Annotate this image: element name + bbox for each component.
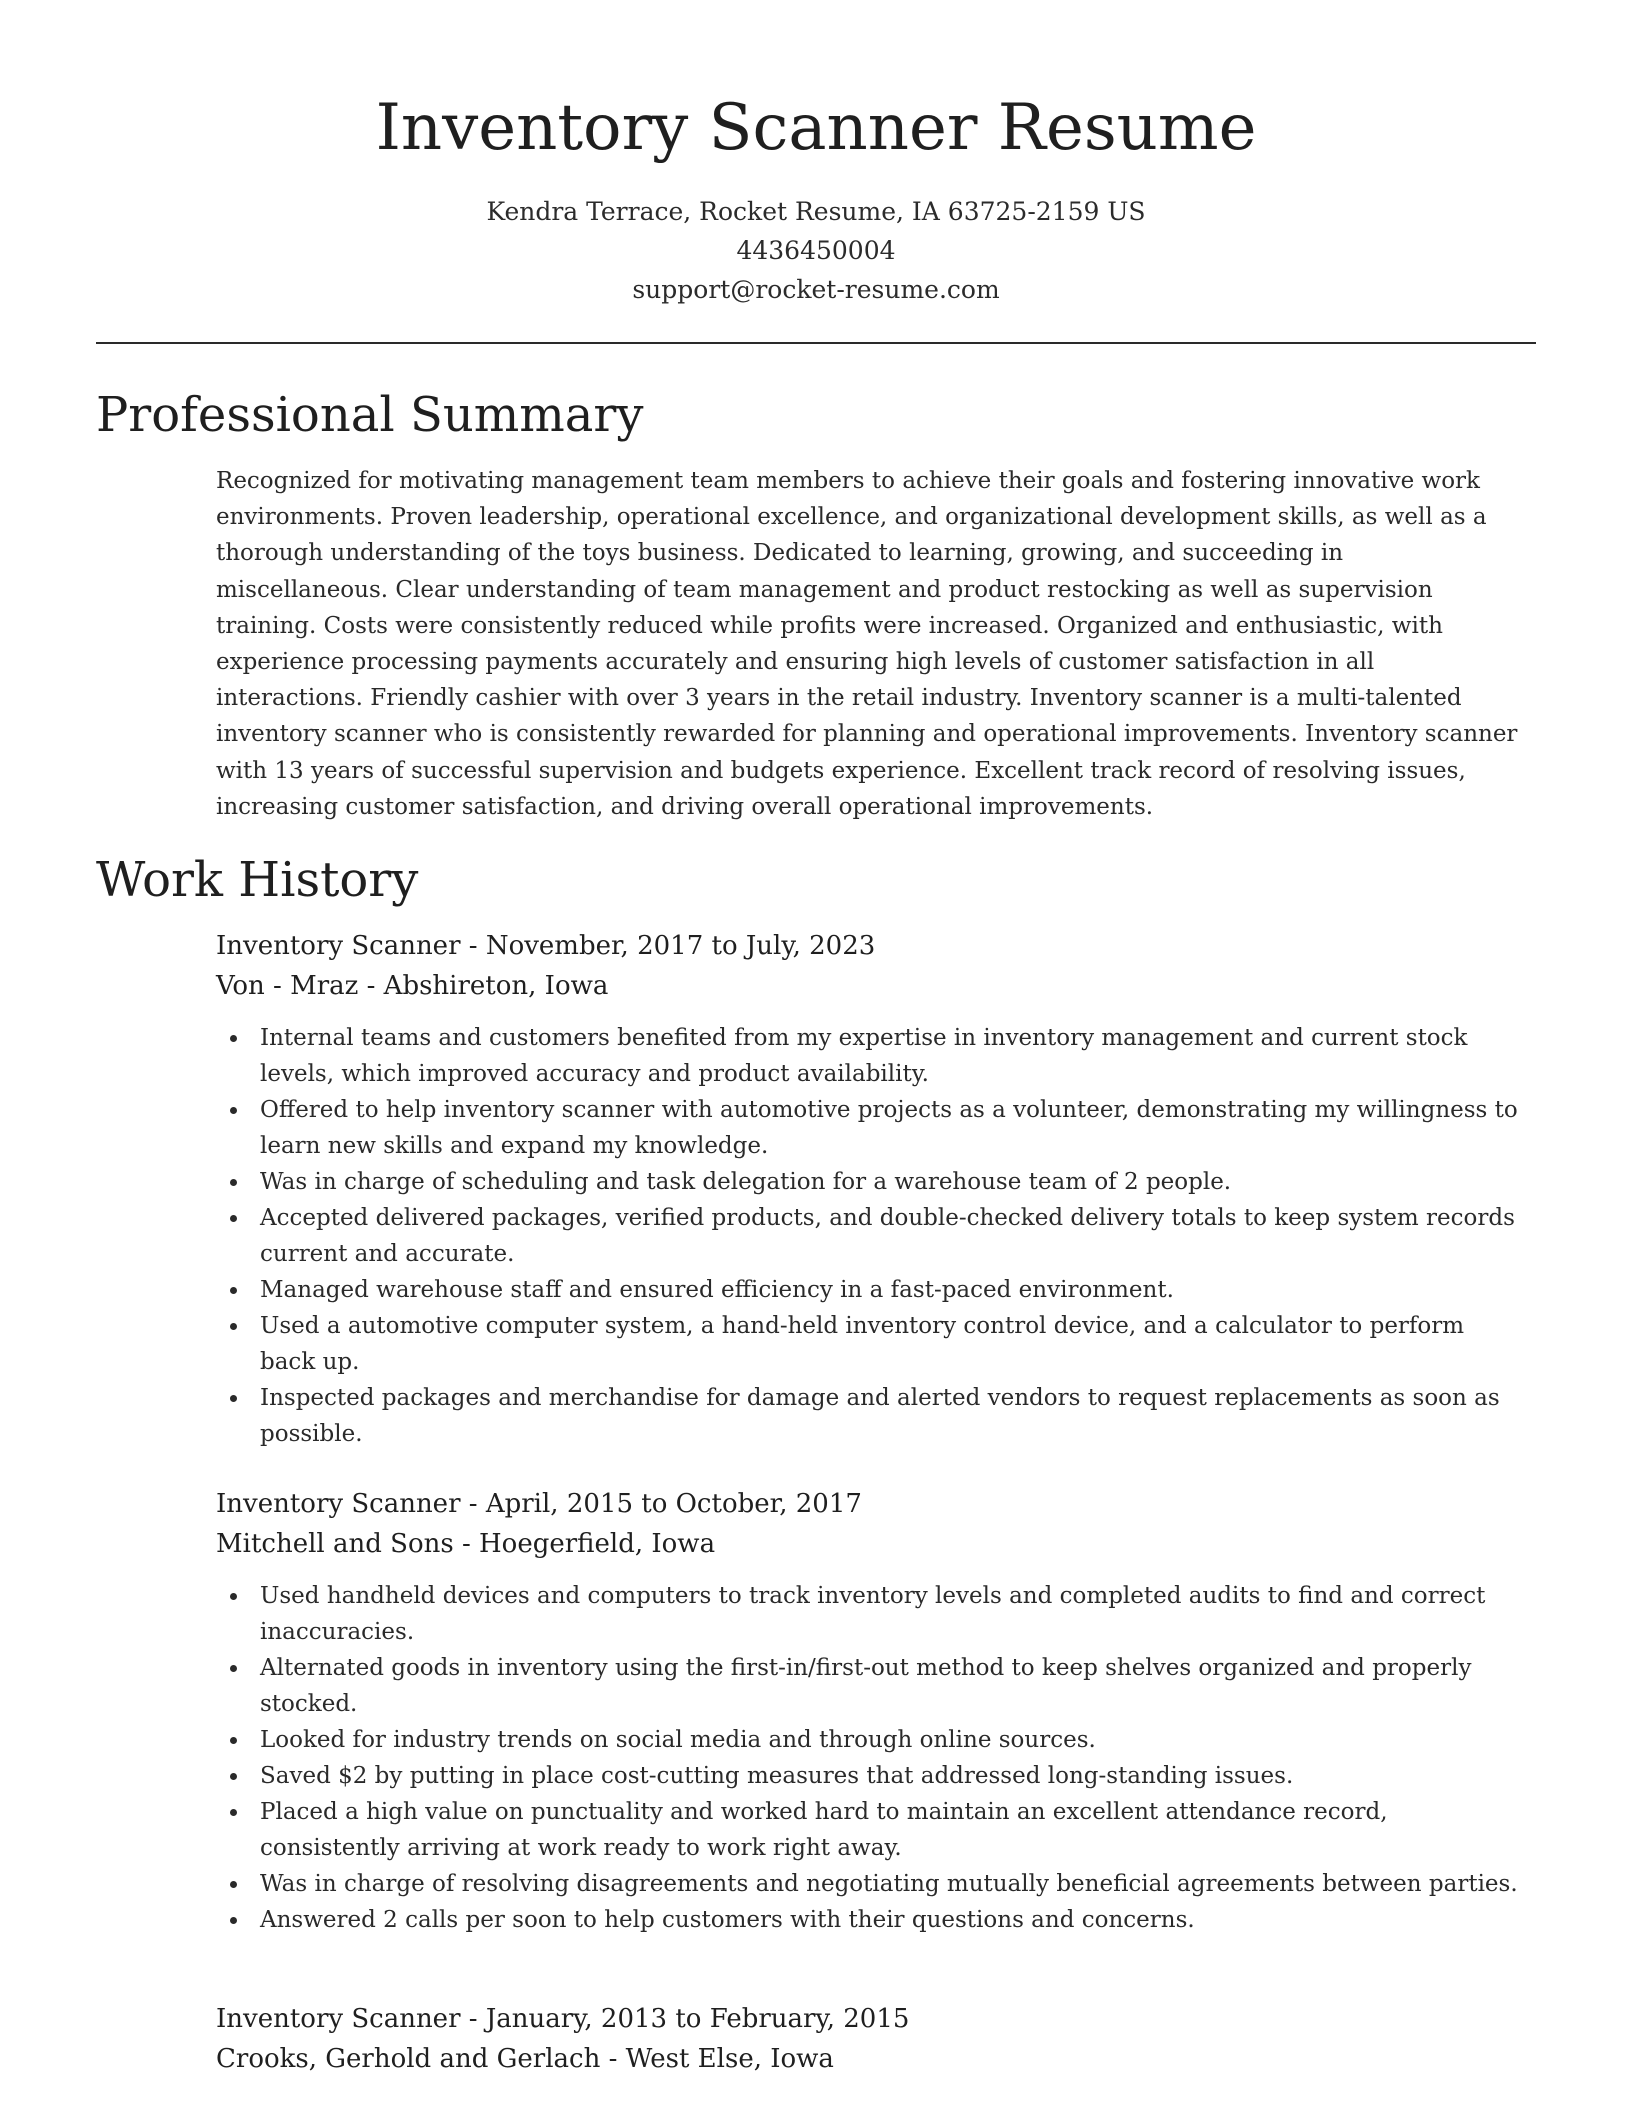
list-item: Looked for industry trends on social media and through online sources. — [216, 1722, 1526, 1758]
summary-text: Recognized for motivating management team members to achieve their goals and fostering innovative work environments. Proven leadership, operational excellence, and organizational development skills, as well as a thorough understanding of the toys business. Dedicated to learning, growing, and succeeding in miscellaneous. Clear understanding of team management and product restocking as well as supervision training. Costs were consistently reduced while profits were increased. Organized and enthusiastic, with experience processing payments accurately and ensuring high levels of customer satisfaction in all interactions. Friendly cashier with over 3 years in the retail industry. Inventory scanner is a multi-talented inventory scanner who is consistently rewarded for planning and operational improvements. Inventory scanner with 13 years of successful supervision and budgets experience. Excellent track record of resolving issues, increasing customer satisfaction, and driving overall operational improvements. — [216, 468, 1518, 820]
list-item: Was in charge of resolving disagreements and negotiating mutually beneficial agreements between parties. — [216, 1866, 1526, 1902]
contact-address: Kendra Terrace, Rocket Resume, IA 63725-2159 US — [486, 197, 1146, 226]
job-title-line: Inventory Scanner - April, 2015 to October, 2017 — [216, 1489, 862, 1519]
job-bullet-list — [216, 1020, 1526, 1452]
list-item: Placed a high value on punctuality and worked hard to maintain an excellent attendance record, consistently arriving at work ready to work right away. — [216, 1794, 1526, 1866]
job-bullet-list — [216, 1578, 1526, 1938]
list-item: Alternated goods in inventory using the first-in/first-out method to keep shelves organized and properly stocked. — [216, 1650, 1526, 1722]
job-title-line: Inventory Scanner - November, 2017 to July, 2023 — [216, 931, 876, 961]
list-item: Saved $2 by putting in place cost-cutting measures that addressed long-standing issues. — [216, 1758, 1526, 1794]
contact-block — [0, 192, 1632, 309]
job-entry — [216, 1484, 1526, 1938]
list-item: Managed warehouse staff and ensured efficiency in a fast-paced environment. — [216, 1272, 1526, 1308]
job-company-line: Mitchell and Sons - Hoegerfield, Iowa — [216, 1529, 716, 1559]
job-entry — [216, 1999, 1526, 2079]
contact-email: support@rocket-resume.com — [632, 275, 1000, 304]
job-company-line: Crooks, Gerhold and Gerlach - West Else, Iowa — [216, 2044, 834, 2074]
list-item: Internal teams and customers benefited from my expertise in inventory management and current stock levels, which improved accuracy and product availability. — [216, 1020, 1526, 1092]
section-title-work-history: Work History — [96, 852, 419, 908]
job-entry — [216, 926, 1526, 1452]
job-company-line: Von - Mraz - Abshireton, Iowa — [216, 971, 609, 1001]
resume-title: Inventory Scanner Resume — [375, 91, 1257, 165]
list-item: Offered to help inventory scanner with automotive projects as a volunteer, demonstrating my willingness to learn new skills and expand my knowledge. — [216, 1092, 1526, 1164]
list-item: Answered 2 calls per soon to help customers with their questions and concerns. — [216, 1902, 1526, 1938]
list-item: Was in charge of scheduling and task delegation for a warehouse team of 2 people. — [216, 1164, 1526, 1200]
list-item: Inspected packages and merchandise for damage and alerted vendors to request replacements as soon as possible. — [216, 1380, 1526, 1452]
contact-phone: 4436450004 — [736, 236, 896, 265]
list-item: Used handheld devices and computers to track inventory levels and completed audits to find and correct inaccuracies. — [216, 1578, 1526, 1650]
header-divider — [96, 342, 1536, 344]
list-item: Used a automotive computer system, a hand-held inventory control device, and a calculator to perform back up. — [216, 1308, 1526, 1380]
job-title-line: Inventory Scanner - January, 2013 to February, 2015 — [216, 2004, 910, 2034]
list-item: Accepted delivered packages, verified products, and double-checked delivery totals to keep system records current and accurate. — [216, 1200, 1526, 1272]
section-title-professional-summary: Professional Summary — [96, 387, 644, 443]
